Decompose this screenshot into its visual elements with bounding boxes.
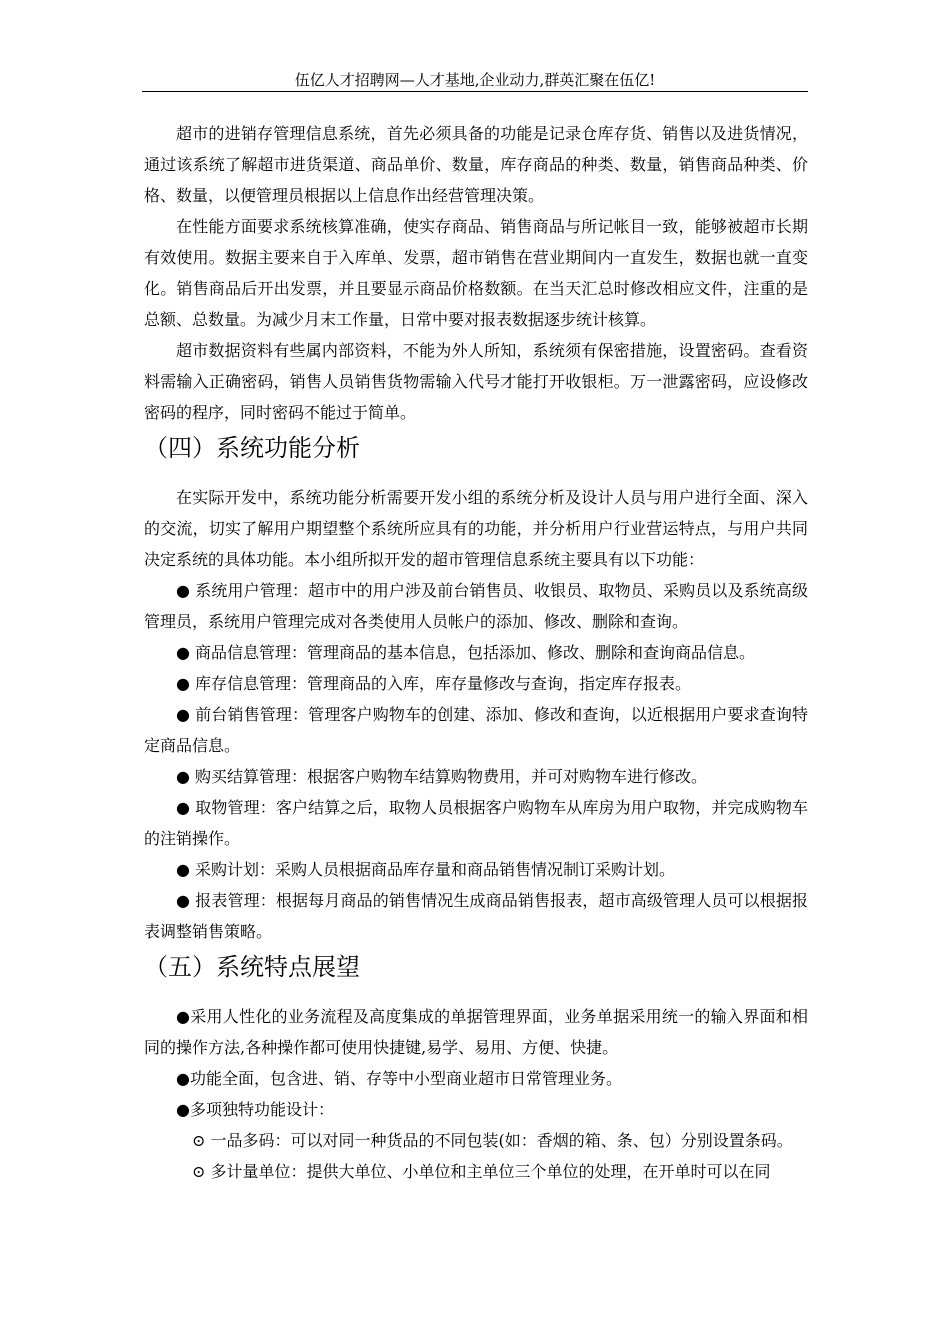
- list-item: ● 采购计划：采购人员根据商品库存量和商品销售情况制订采购计划。: [176, 860, 676, 879]
- paragraph: 超市数据资料有些属内部资料，不能为外人所知，系统须有保密措施，设置密码。查看资料需输入正确密码，销售人员销售货物需输入代号才能打开收银柜。万一泄露密码，应设修改密码的程序，同时密码不能过于简单。: [144, 341, 808, 422]
- section-heading-4: （四）系统功能分析: [144, 434, 360, 462]
- paragraph: 在性能方面要求系统核算准确，使实存商品、销售商品与所记帐目一致，能够被超市长期有效使用。数据主要来自于入库单、发票，超市销售在营业期间内一直发生，数据也就一直变化。销售商品后开出发票，并且要显示商品价格数额。在当天汇总时修改相应文件，注重的是总额、总数量。为减少月末工作量，日常中要对报表数据逐步统计核算。: [144, 217, 808, 329]
- list-item: ● 商品信息管理：管理商品的基本信息，包括添加、修改、删除和查询商品信息。: [176, 643, 756, 662]
- list-item: ● 系统用户管理：超市中的用户涉及前台销售员、收银员、取物员、采购员以及系统高级管理员，系统用户管理完成对各类使用人员帐户的添加、修改、删除和查询。: [144, 581, 808, 631]
- section-heading-5: （五）系统特点展望: [144, 953, 360, 981]
- list-item: ● 前台销售管理：管理客户购物车的创建、添加、修改和查询，以近根据用户要求查询特定商品信息。: [144, 705, 808, 755]
- list-item: ●功能全面，包含进、销、存等中小型商业超市日常管理业务。: [176, 1069, 622, 1088]
- list-item: ●多项独特功能设计：: [176, 1100, 334, 1119]
- list-item: ● 取物管理：客户结算之后，取物人员根据客户购物车从库房为用户取物，并完成购物车的注销操作。: [144, 798, 808, 848]
- list-item: ● 报表管理：根据每月商品的销售情况生成商品销售报表，超市高级管理人员可以根据报表调整销售策略。: [144, 891, 808, 941]
- list-item: ●采用人性化的业务流程及高度集成的单据管理界面，业务单据采用统一的输入界面和相同的操作方法,各种操作都可使用快捷键,易学、易用、方便、快捷。: [144, 1007, 808, 1057]
- header-divider: [142, 91, 808, 92]
- sub-list-item: ⊙ 一品多码：可以对同一种货品的不同包装(如：香烟的箱、条、包）分别设置条码。: [192, 1131, 793, 1150]
- section-intro: 在实际开发中，系统功能分析需要开发小组的系统分析及设计人员与用户进行全面、深入的交流，切实了解用户期望整个系统所应具有的功能，并分析用户行业营运特点，与用户共同决定系统的具体功能。本小组所拟开发的超市管理信息系统主要具有以下功能：: [144, 488, 808, 569]
- list-item: ● 购买结算管理：根据客户购物车结算购物费用，并可对购物车进行修改。: [176, 767, 708, 786]
- document-body: [144, 118, 808, 1187]
- sub-list-item: ⊙ 多计量单位：提供大单位、小单位和主单位三个单位的处理，在开单时可以在同: [192, 1162, 771, 1181]
- list-item: ● 库存信息管理：管理商品的入库，库存量修改与查询，指定库存报表。: [176, 674, 692, 693]
- paragraph: 超市的进销存管理信息系统，首先必须具备的功能是记录仓库存货、销售以及进货情况，通过该系统了解超市进货渠道、商品单价、数量，库存商品的种类、数量，销售商品种类、价格、数量，以便管理员根据以上信息作出经营管理决策。: [144, 124, 808, 205]
- page-header: 伍亿人才招聘网—人才基地,企业动力,群英汇聚在伍亿!: [294, 71, 656, 89]
